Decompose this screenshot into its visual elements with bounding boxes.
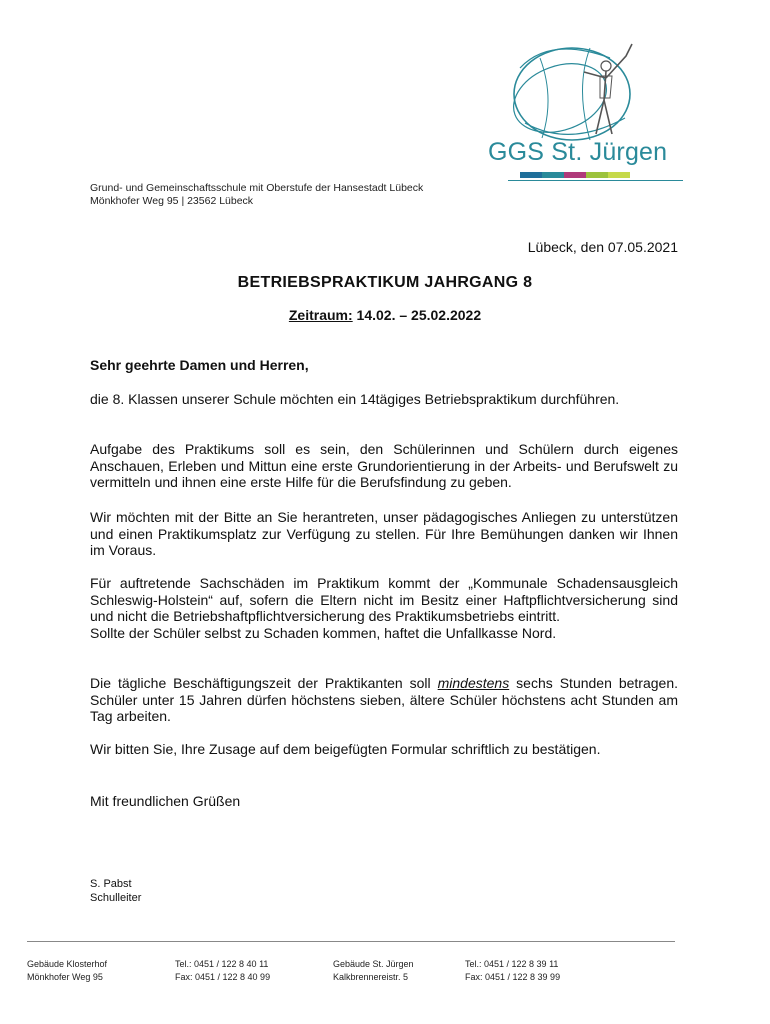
school-logo-figure-icon [480,38,690,148]
paragraph-4 [90,575,678,641]
footer-building-2: Gebäude St. Jürgen [333,959,414,969]
school-address-block [90,182,423,208]
signature-name: S. Pabst [90,878,132,890]
closing: Mit freundlichen Grüßen [90,793,241,809]
footer-tel-2: Tel.: 0451 / 122 8 39 11 [465,959,559,969]
footer-col-st-juergen [333,958,414,984]
footer-divider [27,941,675,942]
period-line [0,307,770,323]
paragraph-5-emphasis: mindestens [437,675,510,691]
footer-col-phone-2 [465,958,560,984]
footer-tel-1: Tel.: 0451 / 122 8 40 11 [175,959,269,969]
school-name: Grund- und Gemeinschaftsschule mit Oberstufe der Hansestadt Lübeck [90,182,424,194]
paragraph-2: Aufgabe des Praktikums soll es sein, den Schülerinnen und Schülern durch eigenes Anschauen, Erleben und Mittun eine erste Grundorientierung in der Arbeits- und Berufswelt zu vermitteln und ihnen eine erste Hilfe für die Berufsfindung zu geben. [90,441,678,490]
signature-role: Schulleiter [90,891,142,904]
footer-building-1: Gebäude Klosterhof [27,959,108,969]
school-address: Mönkhofer Weg 95 | 23562 Lübeck [90,195,254,207]
paragraph-5 [90,675,678,725]
logo-color-stripes [520,172,630,178]
salutation: Sehr geehrte Damen und Herren, [90,357,309,373]
footer-address-2: Kalkbrennereistr. 5 [333,972,409,982]
paragraph-4-liability: Sollte der Schüler selbst zu Schaden kommen, haftet die Unfallkasse Nord. [90,624,557,641]
logo-underline [508,180,683,181]
footer-fax-2: Fax: 0451 / 122 8 39 99 [465,972,561,982]
footer-col-klosterhof [27,958,107,984]
footer-col-phone-1 [175,958,270,984]
paragraph-1: die 8. Klassen unserer Schule möchten ein 14tägiges Betriebspraktikum durchführen. [90,391,620,407]
letter-date: Lübeck, den 07.05.2021 [527,239,678,255]
paragraph-3: Wir möchten mit der Bitte an Sie herantreten, unser pädagogisches Anliegen zu unterstützen und einen Praktikumsplatz zur Verfügung zu stellen. Für Ihre Bemühungen danken wir Ihnen im Voraus. [90,509,678,558]
footer-fax-1: Fax: 0451 / 122 8 40 99 [175,972,271,982]
paragraph-6: Wir bitten Sie, Ihre Zusage auf dem beigefügten Formular schriftlich zu bestätigen. [90,741,601,757]
letter-title: BETRIEBSPRAKTIKUM JAHRGANG 8 [237,274,533,291]
footer-clip [0,955,770,982]
signature-block [90,878,141,905]
period-value: 14.02. – 25.02.2022 [352,307,482,323]
paragraph-5-part-2: sechs Stunden betragen. Schüler unter 15 Jahren dürfen höchstens sieben, ältere Schüler höchstens acht Stunden am Tag arbeiten. [90,675,678,724]
period-label: Zeitraum: [288,307,353,323]
paragraph-5-part-1: Die tägliche Beschäftigungszeit der Praktikanten soll [90,675,438,691]
school-logo [480,38,690,188]
logo-wordmark: GGS St. Jürgen [488,138,668,166]
footer-address-1: Mönkhofer Weg 95 [27,972,103,982]
paragraph-4-text: Für auftretende Sachschäden im Praktikum kommt der „Kommunale Schadensausgleich Schleswig-Holstein“ auf, sofern die Eltern nicht im Besitz einer Haftpflichtversicherung sind und nicht die Betriebshaftpflichtversicherung des Praktikumsbetriebs eintritt. [90,575,678,624]
